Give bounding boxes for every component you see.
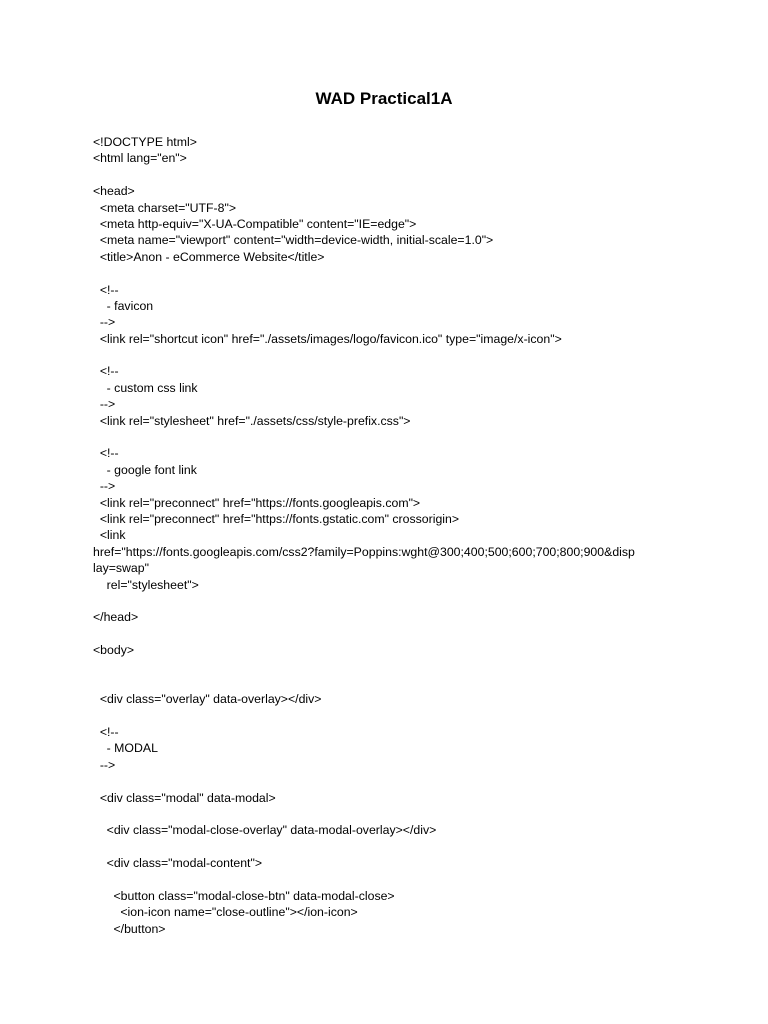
code-line: <div class="modal" data-modal> <box>93 790 276 805</box>
code-line <box>93 167 733 183</box>
code-line: <html lang="en"> <box>93 151 187 166</box>
code-line <box>93 265 733 281</box>
code-line <box>93 839 733 855</box>
document-title: WAD Practical1A <box>315 89 453 108</box>
code-line: <link rel="stylesheet" href="./assets/css/style-prefix.css"> <box>93 413 411 428</box>
code-line: --> <box>93 315 116 330</box>
code-line: <div class="overlay" data-overlay></div> <box>93 692 322 707</box>
code-line: <!-- <box>93 282 119 297</box>
code-line: <title>Anon - eCommerce Website</title> <box>93 249 325 264</box>
code-line: <head> <box>93 184 135 199</box>
code-line: - MODAL <box>93 741 158 756</box>
code-line: <link rel="shortcut icon" href="./assets/images/logo/favicon.ico" type="image/x-icon"> <box>93 331 562 346</box>
code-line <box>93 593 733 609</box>
code-line: <meta name="viewport" content="width=device-width, initial-scale=1.0"> <box>93 233 494 248</box>
code-line <box>93 429 733 445</box>
code-line: - favicon <box>93 298 154 313</box>
code-line: --> <box>93 397 116 412</box>
code-line: <!-- <box>93 725 119 740</box>
code-line: - custom css link <box>93 380 198 395</box>
code-line: rel="stylesheet"> <box>93 577 199 592</box>
code-line: <meta http-equiv="X-UA-Compatible" content="IE=edge"> <box>93 216 417 231</box>
code-listing <box>93 134 733 937</box>
code-line: </head> <box>93 610 139 625</box>
code-line <box>93 659 733 675</box>
code-line <box>93 708 733 724</box>
code-line: <!-- <box>93 446 119 461</box>
code-line: <div class="modal-content"> <box>93 856 263 871</box>
code-line <box>93 872 733 888</box>
code-line: --> <box>93 757 116 772</box>
code-line: <button class="modal-close-btn" data-modal-close> <box>93 888 395 903</box>
code-line: <!DOCTYPE html> <box>93 135 197 149</box>
code-line <box>93 626 733 642</box>
code-line: lay=swap" <box>93 561 149 576</box>
code-line: <div class="modal-close-overlay" data-modal-overlay></div> <box>93 823 437 838</box>
code-line: <ion-icon name="close-outline"></ion-icon> <box>93 905 358 920</box>
code-line: - google font link <box>93 462 197 477</box>
code-line <box>93 773 733 789</box>
code-line: href="https://fonts.googleapis.com/css2?family=Poppins:wght@300;400;500;600;700;800;900&disp <box>93 544 635 559</box>
code-line: <link rel="preconnect" href="https://fonts.googleapis.com"> <box>93 495 421 510</box>
code-line: <link rel="preconnect" href="https://fonts.gstatic.com" crossorigin> <box>93 511 460 526</box>
code-line: <!-- <box>93 364 119 379</box>
code-line <box>93 347 733 363</box>
code-line: <body> <box>93 643 135 658</box>
code-line: <link <box>93 528 126 543</box>
code-line <box>93 806 733 822</box>
code-line: --> <box>93 479 116 494</box>
code-line <box>93 675 733 691</box>
code-line: </button> <box>93 921 166 936</box>
code-line: <meta charset="UTF-8"> <box>93 200 237 215</box>
